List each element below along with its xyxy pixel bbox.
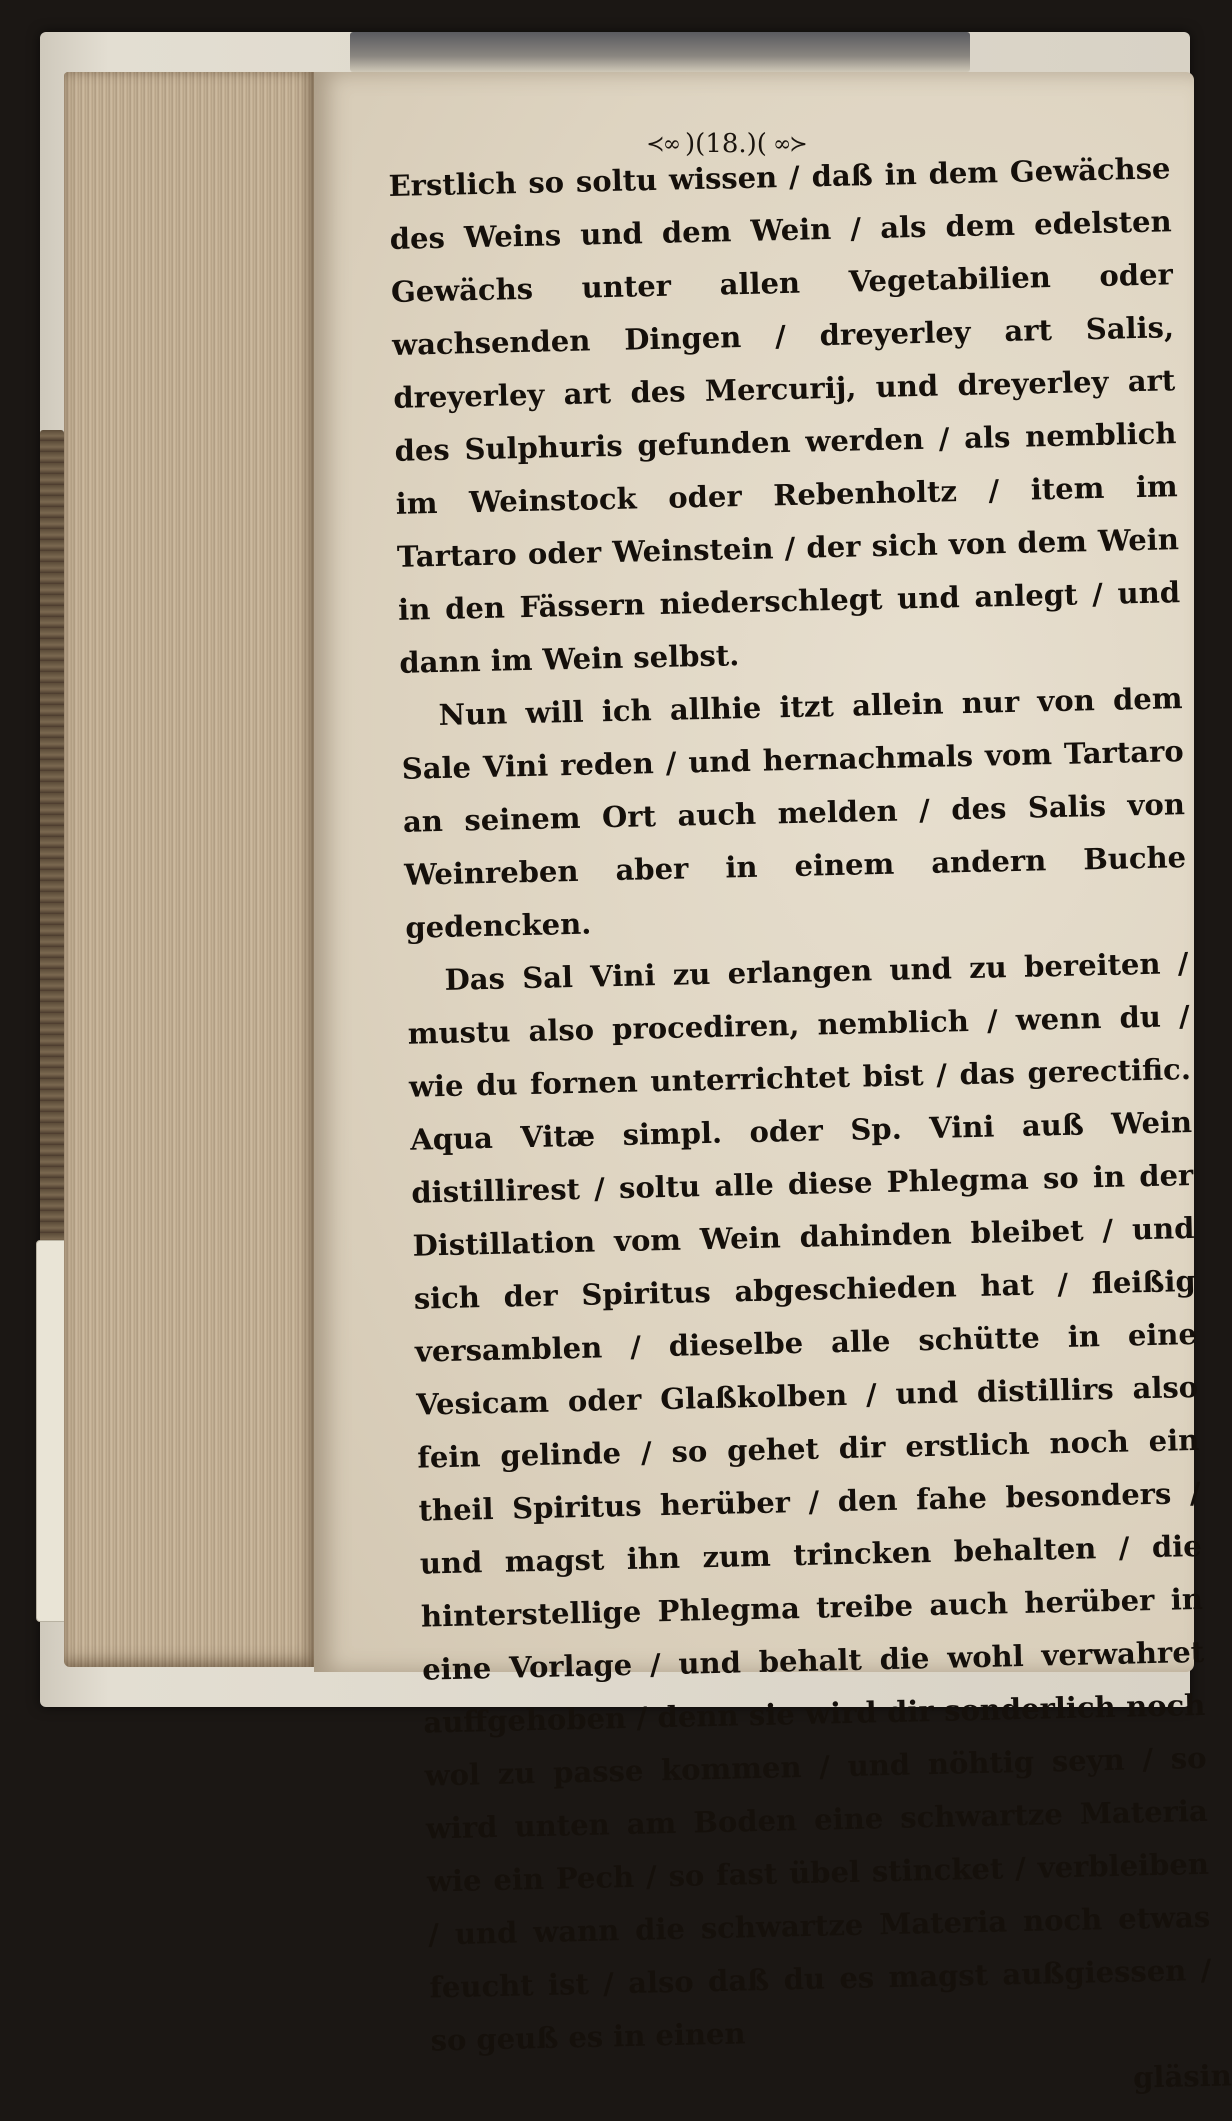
- page-edges: [64, 72, 314, 1667]
- body-text: [388, 142, 1232, 2120]
- page-number: )(18.)(: [685, 129, 767, 159]
- cover-top-edge: [350, 32, 970, 72]
- catchword: gläsin: [1132, 2058, 1232, 2095]
- header-ornament-left-icon: ≺∞: [646, 131, 680, 157]
- header-ornament-right-icon: ∞≻: [772, 131, 806, 157]
- paragraph-2: Nun will ich allhie itzt allein nur von dem Sale Vini reden / und hernachmals vom Tartaro an seinem Ort auch melden / des Salis von Weinreben aber in einem andern Buche gedencken.: [401, 681, 1187, 945]
- paragraph-3: Das Sal Vini zu erlangen und zu bereiten / mustu also procediren, nemblich / wenn du / wie du fornen unterrichtet bist / das gerectific. Aqua Vitæ simpl. oder Sp. Vini auß Wein distillirest / soltu alle diese Phlegma so in der Distillation vom Wein dahinden bleibet / und sich der Spiritus abgeschieden hat / fleißig versamblen / dieselbe alle schütte in eine Vesicam oder Glaßkolben / und distillirs also fein gelinde / so gehet dir erstlich noch ein theil Spiritus herüber / den fahe besonders / und magst ihn zum trincken behalten / die hinterstellige Phlegma treibe auch herüber in eine Vorlage / und behalt die wohl verwahret auffgehoben / denn sie wird dir sonderlich noch wol zu passe kommen / und nöhtig seyn / so wird unten am Boden eine schwartze Materia wie ein Pech / so fast übel stincket / verbleiben / und wann die schwartze Materia noch etwas feucht ist / also daß du es magst außgiessen / so geuß es in einen: [407, 946, 1212, 2058]
- paragraph-1: Erstlich so soltu wissen / daß in dem Gewächse des Weins und dem Wein / als dem edelsten Gewächs unter allen Vegetabilien oder wachsenden Dingen / dreyerley art Salis, dreyerley art des Mercurij, und dreyerley art des Sulphuris gefunden werden / als nemblich im Weinstock oder Rebenholtz / item im Tartaro oder Weinstein / der sich von dem Wein in den Fässern niederschlegt und anlegt / und dann im Wein selbst.: [388, 151, 1181, 680]
- spine-leather: [40, 430, 64, 1250]
